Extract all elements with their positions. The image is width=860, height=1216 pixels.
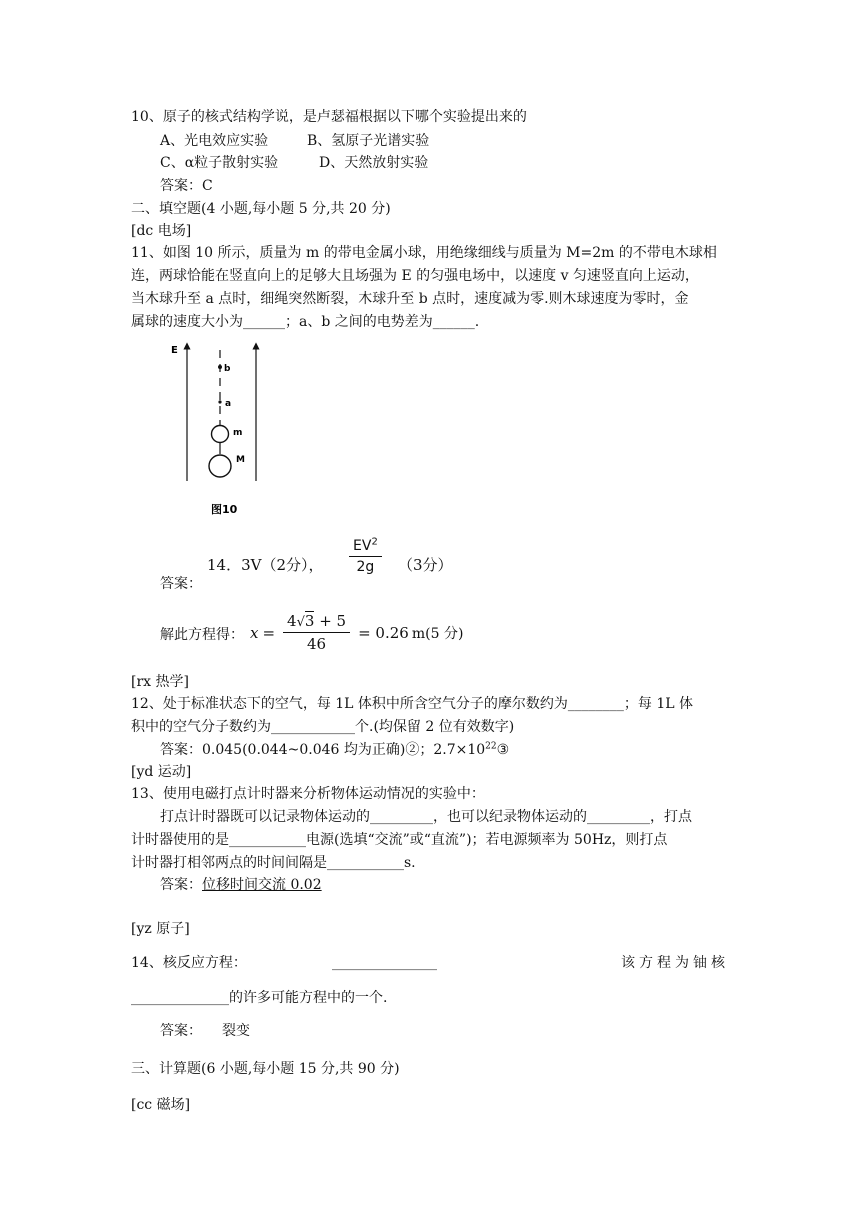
section-2-title: 二、填空题(4 小题,每小题 5 分,共 20 分) xyxy=(131,201,391,217)
q13-line-1: 13、使用电磁打点计时器来分析物体运动情况的实验中： xyxy=(131,786,485,802)
q13-line-4: 计时器打相邻两点的时间间隔是___________s. xyxy=(131,855,416,871)
q11-answer-fraction xyxy=(345,538,386,575)
solution-denominator: 46 xyxy=(307,635,327,653)
solution-num-add: + 5 xyxy=(314,612,347,630)
tag-dc: [dc 电场] xyxy=(131,223,192,239)
q11-line-3 xyxy=(131,289,730,309)
q12-answer xyxy=(160,740,509,760)
q13-line-3 xyxy=(131,830,730,850)
q12-line-1 xyxy=(131,694,730,714)
q11-line-3-text: 当木球升至 a 点时，细绳突然断裂，木球升至 b 点时，速度减为零.则木球速度为零时，金 xyxy=(131,291,689,307)
point-b-dot xyxy=(218,365,222,369)
q11-line-1-text: 11、如图 10 所示，质量为 m 的带电金属小球，用绝缘细线与质量为 M=2m 的不带电木球相 xyxy=(131,245,717,261)
q14-line-2: ______________的许多可能方程中的一个. xyxy=(131,990,388,1006)
q10-answer: 答案：C xyxy=(160,178,213,194)
solution-result: = 0.26 xyxy=(358,623,409,642)
q10-option-b: B、氢原子光谱实验 xyxy=(307,133,430,149)
tag-cc: [cc 磁场] xyxy=(131,1097,191,1113)
q11-answer-label: 答案： xyxy=(160,576,202,592)
solution-variable: x xyxy=(250,623,259,642)
metal-ball-m xyxy=(212,426,229,443)
label-m: m xyxy=(233,428,243,438)
figure-caption: 图10 xyxy=(211,503,238,516)
fraction-numerator-exponent: 2 xyxy=(371,536,378,548)
solution-prefix: 解此方程得： xyxy=(160,627,244,643)
q10-option-a: A、光电效应实验 xyxy=(160,133,269,149)
fraction-numerator-text: EV xyxy=(353,538,372,554)
section-3-title: 三、计算题(6 小题,每小题 15 分,共 90 分) xyxy=(131,1061,400,1077)
q13-line-2 xyxy=(160,807,730,827)
q11-line-2 xyxy=(131,266,730,286)
q11-line-4: 属球的速度大小为______；a、b 之间的电势差为______. xyxy=(131,314,480,330)
q11-line-2-text: 连，两球恰能在竖直向上的足够大且场强为 E 的匀强电场中，以速度 v 匀速竖直向上运动， xyxy=(131,268,699,284)
q11-answer-part2: （3分） xyxy=(398,556,453,574)
solution-fraction xyxy=(283,612,350,653)
q13-answer xyxy=(160,875,322,895)
solution-unit: m(5 分) xyxy=(411,625,464,642)
q12-answer-exponent: 22 xyxy=(485,741,497,752)
q13-answer-value: 位移时间交流 0.02 xyxy=(202,877,322,893)
q13-line-2-text: 打点计时器既可以记录物体运动的_________，也可以纪录物体运动的_________，打点 xyxy=(160,809,692,825)
solution-equals: = xyxy=(262,623,276,642)
q10-option-c: C、α粒子散射实验 xyxy=(160,155,279,171)
solution-num-sqrt: 3 xyxy=(304,612,315,630)
q14-part-2: _______________ xyxy=(332,955,437,971)
q12-line-2: 积中的空气分子数约为____________个.(均保留 2 位有效数字) xyxy=(131,719,515,735)
q14-part-3: 该方程为铀核 xyxy=(621,955,729,971)
q13-line-3-text: 计时器使用的是___________电源(选填“交流”或“直流”)；若电源频率为 50Hz，则打点 xyxy=(131,832,668,848)
q14-part-1: 14、核反应方程： xyxy=(131,955,247,971)
figure-10 xyxy=(160,338,280,523)
solution-num-coef: 4 xyxy=(287,612,297,630)
q12-line-1-text: 12、处于标准状态下的空气，每 1L 体积中所含空气分子的摩尔数约为________；每 1L 体 xyxy=(131,696,694,712)
q14-answer xyxy=(160,1021,250,1041)
tag-rx: [rx 热学] xyxy=(131,674,189,690)
q11-line-1 xyxy=(131,243,730,263)
label-M: M xyxy=(236,455,245,465)
q11-answer-part1: 14．3V（2分）， xyxy=(207,556,324,574)
label-a: a xyxy=(225,399,232,409)
q12-answer-text: 答案：0.045(0.044~0.046 均为正确)②；2.7×10 xyxy=(160,742,486,758)
label-b: b xyxy=(224,364,231,374)
label-E: E xyxy=(171,345,178,356)
tag-yd: [yd 运动] xyxy=(131,764,192,780)
q10-option-d: D、天然放射实验 xyxy=(319,155,429,171)
q10-stem: 10、原子的核式结构学说，是卢瑟福根据以下哪个实验提出来的 xyxy=(131,109,527,125)
wood-ball-M xyxy=(209,455,231,477)
fraction-denominator: 2g xyxy=(356,559,375,575)
q14-answer-value: 裂变 xyxy=(222,1023,250,1039)
fraction-numerator xyxy=(349,538,382,557)
q13-answer-label: 答案： xyxy=(160,877,202,893)
tag-yz: [yz 原子] xyxy=(131,921,190,937)
q14-answer-label: 答案： xyxy=(160,1023,202,1039)
point-a-dot xyxy=(218,400,221,403)
q12-answer-mark: ③ xyxy=(496,742,510,758)
solution-equation xyxy=(250,612,463,653)
solution-numerator: 4√3 + 5 xyxy=(283,612,350,633)
